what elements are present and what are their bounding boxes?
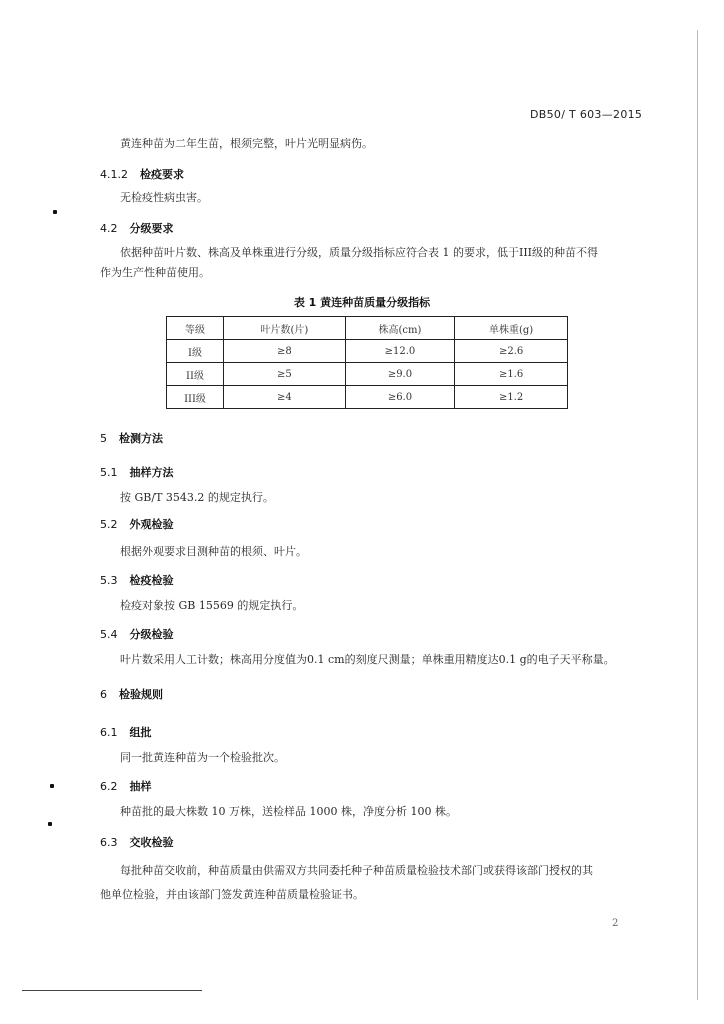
section-heading-4-1-2	[100, 166, 184, 182]
section-heading-5-1	[100, 464, 174, 480]
section-number: 5.2	[100, 518, 118, 531]
section-number: 5	[100, 432, 107, 445]
paragraph-grading-inspection: 叶片数采用人工计数；株高用分度值为0.1 cm的刻度尺测量；单株重用精度达0.1 g的电子天平称量。	[120, 653, 615, 666]
paragraph-sampling: 种苗批的最大株数 10 万株，送检样品 1000 株，净度分析 100 株。	[120, 805, 457, 818]
cell-leaf-count: ≥8	[224, 340, 346, 363]
paragraph-sampling-method: 按 GB/T 3543.2 的规定执行。	[120, 491, 274, 504]
page-number: 2	[612, 918, 619, 929]
section-title: 分级要求	[129, 222, 174, 235]
header-plant-height: 株高(cm)	[345, 317, 454, 340]
section-title: 检疫要求	[140, 168, 184, 181]
cell-leaf-count: ≥4	[224, 386, 346, 409]
grading-table	[166, 316, 568, 409]
standard-code-header: DB50/ T 603—2015	[530, 108, 643, 121]
section-heading-6-1	[100, 724, 152, 740]
cell-plant-weight: ≥1.2	[455, 386, 568, 409]
table-caption: 表 1 黄连种苗质量分级指标	[293, 296, 431, 309]
section-heading-5-2	[100, 516, 174, 532]
section-number: 6.1	[100, 726, 118, 739]
section-number: 5.4	[100, 628, 118, 641]
section-heading-5	[100, 430, 163, 446]
table-header-row	[167, 317, 568, 340]
section-number: 4.1.2	[100, 168, 128, 181]
cell-plant-height: ≥6.0	[345, 386, 454, 409]
table-row	[167, 340, 568, 363]
paragraph-batch: 同一批黄连种苗为一个检验批次。	[120, 751, 285, 764]
section-number: 4.2	[100, 222, 118, 235]
section-title: 检验规则	[119, 688, 163, 701]
header-grade: 等级	[167, 317, 224, 340]
section-number: 5.1	[100, 466, 118, 479]
header-leaf-count: 叶片数(片)	[224, 317, 346, 340]
section-title: 检疫检验	[129, 574, 174, 587]
section-title: 外观检验	[129, 518, 174, 531]
cell-grade: II级	[167, 363, 224, 386]
section-title: 分级检验	[129, 628, 174, 641]
paragraph-quarantine-inspection: 检疫对象按 GB 15569 的规定执行。	[120, 599, 304, 612]
section-heading-5-3	[100, 572, 174, 588]
cell-plant-weight: ≥1.6	[455, 363, 568, 386]
margin-mark	[53, 210, 57, 214]
section-number: 6.3	[100, 836, 118, 849]
cell-plant-height: ≥9.0	[345, 363, 454, 386]
section-heading-6-2	[100, 778, 152, 794]
section-heading-6-3	[100, 834, 174, 850]
cell-grade: I级	[167, 340, 224, 363]
paragraph-seedling-description: 黄连种苗为二年生苗，根须完整，叶片光明显病伤。	[120, 137, 373, 150]
section-title: 组批	[129, 726, 152, 739]
footer-rule	[22, 990, 202, 991]
cell-plant-weight: ≥2.6	[455, 340, 568, 363]
cell-plant-height: ≥12.0	[345, 340, 454, 363]
paragraph-grading-line-1: 依据种苗叶片数、株高及单株重进行分级，质量分级指标应符合表 1 的要求，低于III级的种苗不得	[120, 246, 599, 259]
section-number: 6	[100, 688, 107, 701]
table-row	[167, 363, 568, 386]
scan-edge-line	[697, 30, 698, 1000]
section-heading-5-4	[100, 626, 174, 642]
section-number: 5.3	[100, 574, 118, 587]
section-title: 检测方法	[119, 432, 163, 445]
header-plant-weight: 单株重(g)	[455, 317, 568, 340]
section-title: 抽样方法	[129, 466, 174, 479]
section-heading-4-2	[100, 220, 174, 236]
section-heading-6	[100, 686, 163, 702]
paragraph-quarantine-requirement: 无检疫性病虫害。	[120, 191, 208, 204]
section-title: 交收检验	[129, 836, 174, 849]
cell-grade: III级	[167, 386, 224, 409]
paragraph-visual-inspection: 根据外观要求目测种苗的根须、叶片。	[120, 545, 307, 558]
section-title: 抽样	[129, 780, 152, 793]
cell-leaf-count: ≥5	[224, 363, 346, 386]
paragraph-delivery-inspection-line-2: 他单位检验，并由该部门签发黄连种苗质量检验证书。	[100, 888, 364, 901]
paragraph-grading-line-2: 作为生产性种苗使用。	[100, 266, 210, 279]
paragraph-delivery-inspection-line-1: 每批种苗交收前，种苗质量由供需双方共同委托种子种苗质量检验技术部门或获得该部门授权的其	[120, 864, 593, 877]
margin-mark	[48, 822, 52, 826]
table-row	[167, 386, 568, 409]
margin-mark	[50, 784, 54, 788]
section-number: 6.2	[100, 780, 118, 793]
